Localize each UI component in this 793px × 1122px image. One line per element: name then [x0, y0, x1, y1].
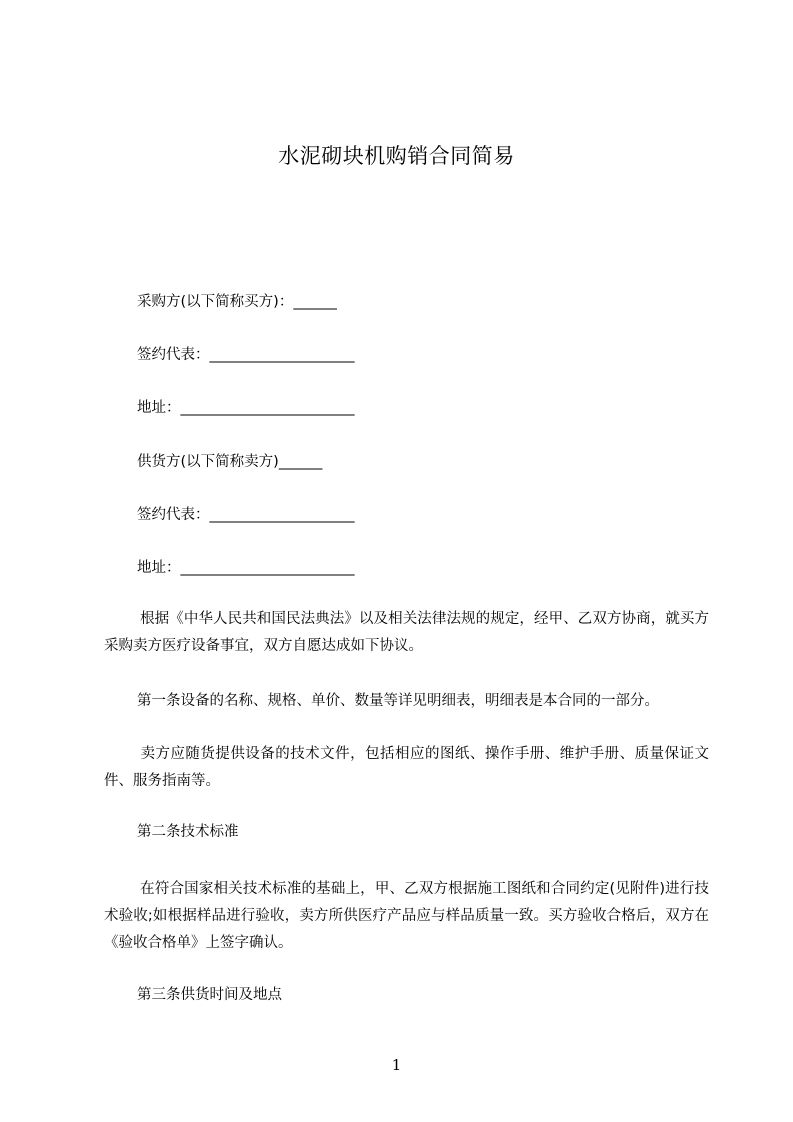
- seller-address-line: 地址：________________________: [137, 560, 355, 576]
- buyer-address-line: 地址：________________________: [137, 400, 355, 416]
- intro-text: 根据《中华人民共和国民法典法》以及相关法律法规的规定，经甲、乙双方协商，就买方采购卖方医疗设备事宜，双方自愿达成如下协议。: [104, 611, 709, 654]
- seller-representative-line: 签约代表：____________________: [137, 507, 355, 523]
- buyer-representative-line: 签约代表：____________________: [137, 347, 355, 363]
- article-2-paragraph: [104, 876, 709, 957]
- document-title: 水泥砌块机购销合同简易: [278, 144, 515, 168]
- article-2-text: 在符合国家相关技术标准的基础上，甲、乙双方根据施工图纸和合同约定(见附件)进行技术验收;如根据样品进行验收，卖方所供医疗产品应与样品质量一致。买方验收合格后，双方在《验收合格单》上签字确认。: [104, 881, 709, 951]
- article-2-heading: 第二条技术标准: [137, 824, 239, 840]
- page-number: 1: [391, 1056, 402, 1074]
- buyer-party-line: 采购方(以下简称买方)：______: [137, 294, 337, 310]
- article-1-text: 第一条设备的名称、规格、单价、数量等详见明细表，明细表是本合同的一部分。: [137, 693, 659, 709]
- article-1-paragraph: [104, 688, 709, 715]
- article-1-documents-text: 卖方应随货提供设备的技术文件，包括相应的图纸、操作手册、维护手册、质量保证文件、服务指南等。: [104, 746, 709, 789]
- seller-party-line: 供货方(以下简称卖方)______: [137, 454, 323, 470]
- article-1-documents-paragraph: [104, 741, 709, 795]
- intro-paragraph: [104, 606, 709, 660]
- article-3-heading: 第三条供货时间及地点: [137, 987, 282, 1003]
